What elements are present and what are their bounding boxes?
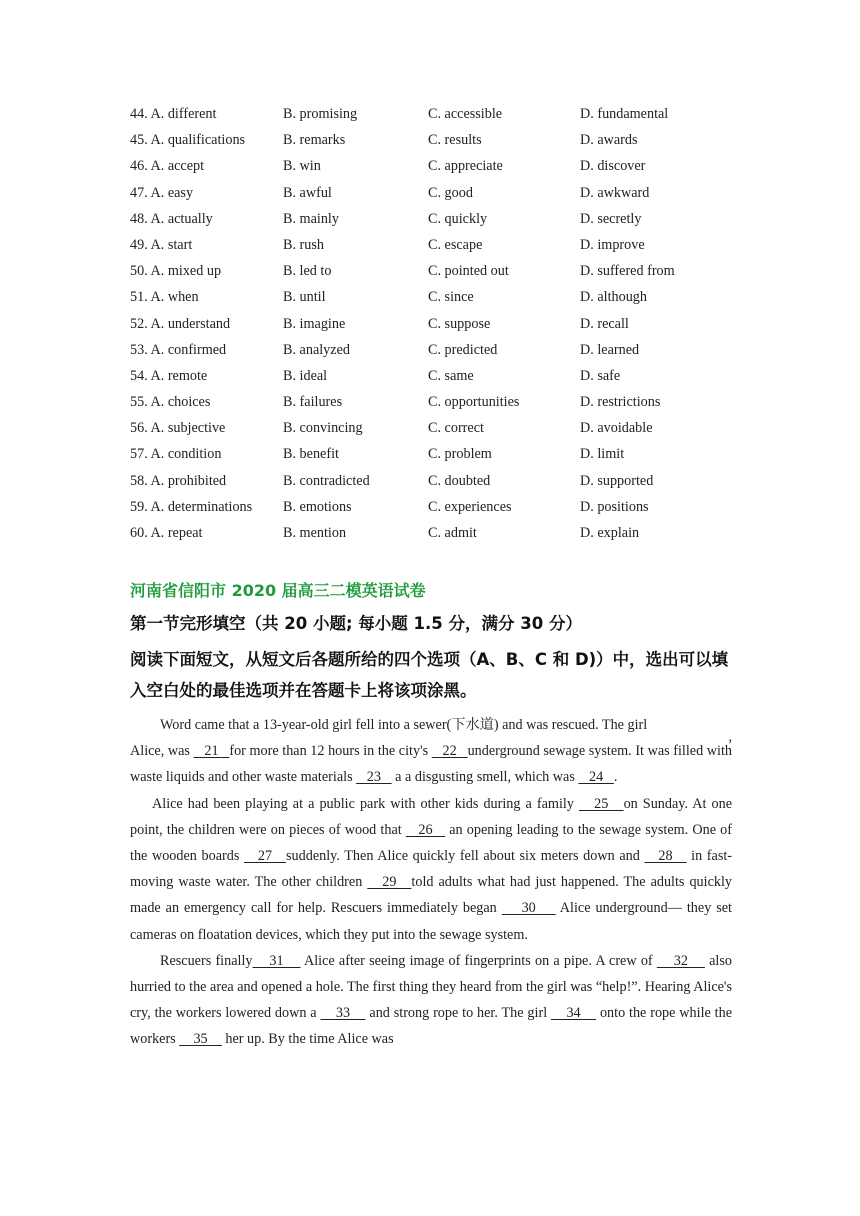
option-b: B. failures — [283, 394, 343, 411]
options-list — [130, 101, 770, 546]
option-c: C. predicted — [428, 341, 498, 358]
option-a: 52. A. understand — [130, 315, 231, 332]
option-c: C. correct — [428, 420, 484, 437]
option-b: B. analyzed — [283, 341, 350, 358]
option-c: C. experiences — [428, 498, 512, 515]
passage-text: onto the rope while the workers — [130, 1005, 732, 1048]
option-c: C. opportunities — [428, 394, 520, 411]
option-a: 58. A. prohibited — [130, 472, 227, 489]
answer-blank: 25 — [579, 795, 624, 812]
option-c: C. results — [428, 132, 482, 149]
option-d: D. supported — [580, 472, 654, 489]
option-d: D. suffered from — [580, 263, 675, 280]
option-row — [130, 311, 770, 337]
answer-blank: 26 — [405, 821, 446, 838]
option-d: D. secretly — [580, 210, 642, 227]
option-row — [130, 337, 770, 363]
answer-blank: 24 — [578, 769, 614, 786]
passage-text: also hurried to the area and opened a hole. The first thing they heard from the girl was “help!”. Hearing Alice's cry, the workers lowered down a — [130, 952, 732, 1022]
passage-text: Rescuers finally — [160, 952, 253, 969]
option-a: 60. A. repeat — [130, 525, 203, 541]
passage-paragraph-3 — [130, 948, 732, 1053]
passage-text: in fast-moving waste water. The other children — [130, 848, 733, 891]
answer-blank: 30 — [501, 900, 556, 917]
option-d: D. awkward — [580, 184, 650, 201]
answer-blank: 35 — [179, 1031, 222, 1048]
option-d: D. avoidable — [580, 420, 653, 437]
passage-text: . — [613, 769, 618, 786]
option-a: 48. A. actually — [130, 210, 213, 227]
option-row — [130, 468, 770, 494]
option-d: D. improve — [580, 236, 645, 253]
answer-blank: 28 — [644, 848, 687, 864]
option-a: 45. A. qualifications — [130, 132, 246, 149]
passage-text: for more than 12 hours in the city's — [229, 743, 432, 760]
option-a: 50. A. mixed up — [130, 263, 222, 280]
option-d: D. although — [580, 289, 647, 306]
option-row — [130, 258, 770, 284]
option-b: B. mention — [283, 525, 347, 541]
option-a: 53. A. confirmed — [130, 341, 227, 358]
answer-blank: 32 — [656, 952, 705, 969]
option-a: 59. A. determinations — [130, 498, 253, 515]
option-b: B. benefit — [283, 446, 339, 463]
option-a: 46. A. accept — [130, 158, 205, 175]
option-b: B. win — [283, 158, 321, 175]
option-b: B. remarks — [283, 132, 346, 149]
option-row — [130, 415, 770, 441]
option-a: 44. A. different — [130, 106, 217, 122]
option-b: B. rush — [283, 236, 324, 253]
option-c: C. pointed out — [428, 263, 509, 280]
option-c: C. suppose — [428, 315, 491, 332]
option-b: B. mainly — [283, 210, 339, 227]
option-c: C. quickly — [428, 210, 488, 227]
passage-text: on Sunday. At one point, the children were on pieces of wood that — [130, 795, 733, 838]
passage-text: Alice had been playing at a public park with other kids during a family — [152, 795, 579, 812]
passage-paragraph-2 — [130, 791, 732, 948]
answer-blank: 27 — [244, 848, 287, 864]
passage-text: her up. By the time Alice was — [221, 1031, 394, 1048]
option-c: C. good — [428, 184, 473, 201]
option-d: D. discover — [580, 158, 646, 175]
option-c: C. escape — [428, 236, 483, 253]
option-b: B. emotions — [283, 498, 352, 515]
option-a: 57. A. condition — [130, 446, 222, 463]
option-b: B. imagine — [283, 315, 346, 332]
answer-blank: 34 — [551, 1005, 597, 1022]
option-row — [130, 389, 770, 415]
passage-first-line — [130, 712, 732, 745]
passage-text: and strong rope to her. The girl — [365, 1005, 551, 1022]
option-a: 56. A. subjective — [130, 420, 226, 437]
option-a: 54. A. remote — [130, 367, 208, 384]
option-row — [130, 441, 770, 467]
option-a: 55. A. choices — [130, 394, 211, 411]
passage-text: told adults what had just happened. The adults quickly made an emergency call for help. Rescuers immediately began — [130, 874, 732, 917]
option-d: D. explain — [580, 525, 640, 541]
option-row — [130, 284, 770, 310]
answer-blank: 31 — [252, 952, 301, 969]
answer-blank: 23 — [356, 769, 392, 786]
section-heading: 第一节完形填空（共 20 小题; 每小题 1.5 分，满分 30 分） — [130, 614, 582, 633]
option-d: D. limit — [580, 446, 625, 463]
passage-text: a a disgusting smell, which was — [391, 769, 579, 786]
answer-blank: 21 — [193, 743, 230, 760]
option-d: D. fundamental — [580, 106, 669, 122]
passage-comma-mark: , — [728, 729, 732, 745]
passage-first-line-text: Word came that a 13-year-old girl fell into a sewer(下水道) and was rescued. The girl — [160, 717, 648, 733]
option-c: C. accessible — [428, 106, 503, 122]
option-row — [130, 180, 770, 206]
option-a: 49. A. start — [130, 236, 193, 253]
option-b: B. contradicted — [283, 472, 370, 489]
passage-text: underground sewage system. It was filled with waste liquids and other waste materials — [130, 743, 733, 786]
option-b: B. ideal — [283, 367, 328, 384]
instructions: 阅读下面短文，从短文后各题所给的四个选项（A、B、C 和 D)）中，选出可以填入空白处的最佳选项并在答题卡上将该项涂黑。 — [130, 650, 729, 700]
passage-text: Alice underground— they set cameras on floatation devices, which they put into the sewage system. — [130, 900, 733, 943]
option-d: D. restrictions — [580, 394, 661, 411]
answer-blank: 29 — [367, 874, 412, 891]
passage — [130, 712, 732, 1053]
passage-text: suddenly. Then Alice quickly fell about six meters down and — [286, 848, 645, 864]
answer-blank: 22 — [431, 743, 468, 760]
option-c: C. problem — [428, 446, 492, 463]
exam-title: 河南省信阳市 2020 届高三二模英语试卷 — [130, 581, 426, 600]
option-row — [130, 206, 770, 232]
option-row — [130, 494, 770, 520]
option-d: D. positions — [580, 498, 649, 515]
answer-blank: 33 — [320, 1005, 366, 1022]
option-c: C. same — [428, 367, 474, 384]
option-b: B. led to — [283, 263, 332, 280]
option-c: C. appreciate — [428, 158, 503, 175]
option-row — [130, 520, 770, 546]
option-row — [130, 153, 770, 179]
option-b: B. promising — [283, 106, 358, 122]
option-row — [130, 232, 770, 258]
passage-text: an opening leading to the sewage system. One of the wooden boards — [130, 821, 732, 864]
option-b: B. convincing — [283, 420, 363, 437]
option-row — [130, 363, 770, 389]
option-a: 47. A. easy — [130, 184, 194, 201]
passage-text: Alice after seeing image of fingerprints on a pipe. A crew of — [300, 952, 657, 969]
option-a: 51. A. when — [130, 289, 199, 306]
option-b: B. until — [283, 289, 326, 306]
passage-paragraph-1 — [130, 738, 732, 790]
option-c: C. since — [428, 289, 474, 306]
option-d: D. recall — [580, 315, 629, 332]
option-d: D. awards — [580, 132, 638, 149]
option-row — [130, 127, 770, 153]
option-row — [130, 101, 770, 127]
option-c: C. doubted — [428, 472, 491, 489]
passage-text: Alice, was — [130, 743, 194, 760]
option-b: B. awful — [283, 184, 332, 201]
option-c: C. admit — [428, 525, 477, 541]
option-d: D. safe — [580, 367, 621, 384]
option-d: D. learned — [580, 341, 640, 358]
